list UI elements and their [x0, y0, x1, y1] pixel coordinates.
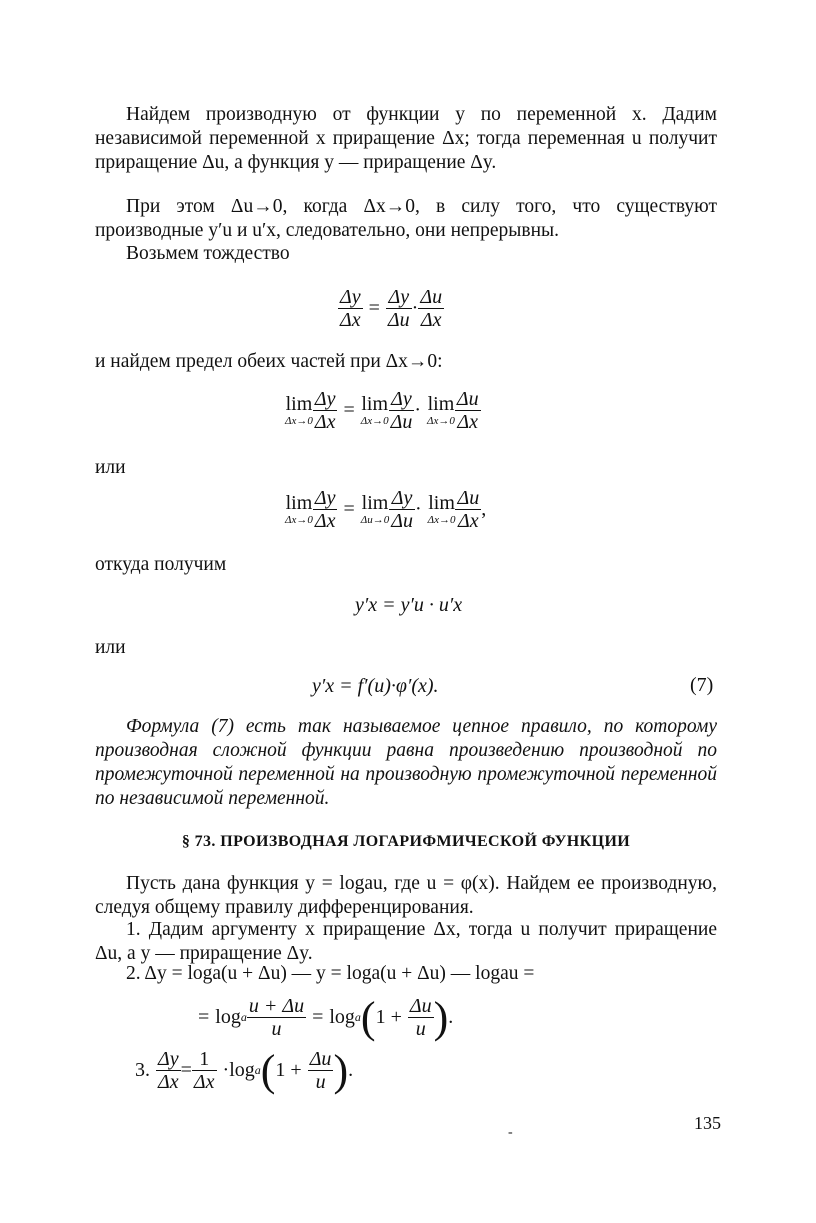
section-heading: § 73. ПРОИЗВОДНАЯ ЛОГАРИФМИЧЕСКОЙ ФУНКЦИИ	[181, 833, 631, 850]
footer-mark: -	[508, 1125, 513, 1140]
paragraph-limit-intro: и найдем предел обеих частей при Δx→0:	[95, 351, 443, 372]
identity-equation: $\frac{\Delta y}{\Delta x}$ = $\frac{\Delta y}{\Delta u}$ · $\frac{\Delta u}{\Delta x}$	[340, 286, 443, 331]
chain-rule-function-equation: y′x = f′(u)·φ′(x).	[312, 675, 439, 697]
step-3: 3. $\frac{\Delta y}{\Delta x}$ = $\frac{1}{\Delta x}$ ·log a ( 1 + $\frac{\Delta u}{u}$ ) .	[135, 1045, 354, 1095]
limit-equation-2: lim Δx→0 $\frac{\Delta y}{\Delta x}$ = lim Δu→0 $\frac{\Delta y}{\Delta u}$ · lim Δx→0 $\frac{\Delta u}{\Delta x}$ ,	[285, 487, 487, 532]
or-label-2: или	[95, 637, 126, 658]
or-label-1: или	[95, 457, 126, 478]
chain-rule-equation: y′x = y′u · u′x	[355, 594, 463, 616]
paragraph-derivative-intro: Найдем производную от функции y по переменной x. Дадим независимой переменной x приращение Δx; тогда переменная u получит приращение Δu, а функция y — приращение Δy.	[95, 104, 717, 173]
step-1: 1. Дадим аргументу x приращение Δx, тогда u получит приращение Δu, а y — приращение Δy.	[95, 919, 717, 964]
page-number: 135	[694, 1113, 721, 1133]
equation-number: (7)	[690, 674, 714, 696]
step-2-line-2: = log a $\frac{u + \Delta u}{u}$ = log a ( 1 + $\frac{\Delta u}{u}$ ) .	[198, 992, 454, 1042]
paragraph-chain-rule-definition: Формула (7) есть так называемое цепное правило, по которому производная сложной функции равна произведению производной по промежуточной переменной на производную промежуточной переменной по независимой переменной.	[95, 716, 717, 809]
step-2-line-1: 2. Δy = loga(u + Δu) — y = loga(u + Δu) — logau =	[126, 963, 535, 984]
paragraph-identity-intro: Возьмем тождество	[126, 243, 290, 264]
paragraph-log-function-intro: Пусть дана функция y = logau, где u = φ(x). Найдем ее производную, следуя общему правилу дифференцирования.	[95, 873, 717, 918]
limit-equation-1: lim Δx→0 $\frac{\Delta y}{\Delta x}$ = lim Δx→0 $\frac{\Delta y}{\Delta u}$ · lim Δx→0 $\frac{\Delta u}{\Delta x}$	[285, 388, 479, 433]
paragraph-continuity: При этом Δu→0, когда Δx→0, в силу того, что существуют производные y′u и u′x, следовательно, они непрерывны.	[95, 196, 717, 241]
whence-label: откуда получим	[95, 554, 227, 575]
